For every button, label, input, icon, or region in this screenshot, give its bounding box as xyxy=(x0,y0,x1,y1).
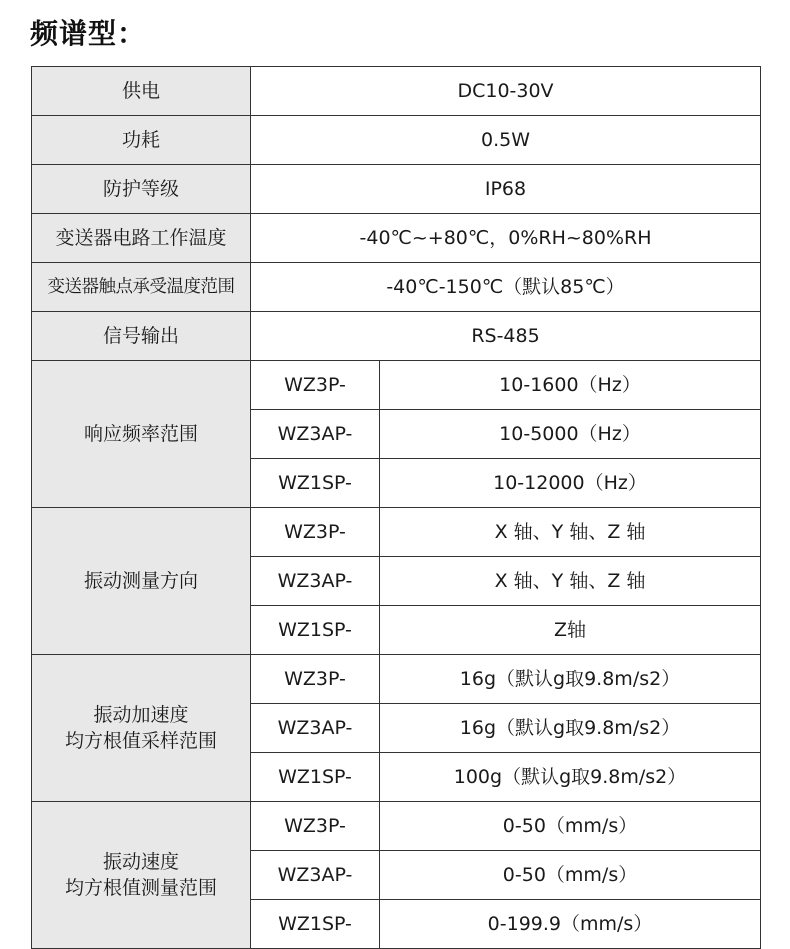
table-row xyxy=(32,263,761,312)
spec-table xyxy=(31,66,761,949)
model-cell: WZ1SP- xyxy=(251,459,380,508)
page-title: 频谱型： xyxy=(30,17,147,50)
model-cell: WZ3P- xyxy=(251,655,380,704)
model-cell: WZ3P- xyxy=(251,508,380,557)
model-cell: WZ3P- xyxy=(251,802,380,851)
model-cell: WZ3AP- xyxy=(251,557,380,606)
velocity-label xyxy=(32,802,251,949)
transmitter-temp-label: 变送器电路工作温度 xyxy=(32,214,251,263)
table-row xyxy=(32,165,761,214)
value-cell: 0-50（mm/s） xyxy=(380,851,761,900)
table-row xyxy=(32,67,761,116)
table-row xyxy=(32,655,761,704)
accel-label-line2: 均方根值采样范围 xyxy=(64,730,217,752)
power-label: 供电 xyxy=(32,67,251,116)
signal-value: RS-485 xyxy=(251,312,761,361)
table-row xyxy=(32,214,761,263)
table-row xyxy=(32,802,761,851)
contact-temp-value: -40℃-150℃（默认85℃） xyxy=(251,263,761,312)
consumption-label: 功耗 xyxy=(32,116,251,165)
value-cell: 100g（默认g取9.8m/s2） xyxy=(380,753,761,802)
velocity-label-line2: 均方根值测量范围 xyxy=(64,877,217,899)
model-cell: WZ1SP- xyxy=(251,753,380,802)
contact-temp-label: 变送器触点承受温度范围 xyxy=(32,263,251,312)
table-row xyxy=(32,508,761,557)
value-cell: 10-5000（Hz） xyxy=(380,410,761,459)
model-cell: WZ1SP- xyxy=(251,900,380,949)
velocity-label-line1: 振动速度 xyxy=(102,851,179,873)
power-value: DC10-30V xyxy=(251,67,761,116)
value-cell: X 轴、Y 轴、Z 轴 xyxy=(380,508,761,557)
value-cell: 16g（默认g取9.8m/s2） xyxy=(380,655,761,704)
accel-label-line1: 振动加速度 xyxy=(93,704,189,726)
value-cell: Z轴 xyxy=(380,606,761,655)
table-row xyxy=(32,312,761,361)
model-cell: WZ3AP- xyxy=(251,851,380,900)
value-cell: 0-199.9（mm/s） xyxy=(380,900,761,949)
table-row xyxy=(32,361,761,410)
protection-value: IP68 xyxy=(251,165,761,214)
table-row xyxy=(32,116,761,165)
model-cell: WZ3AP- xyxy=(251,410,380,459)
model-cell: WZ3AP- xyxy=(251,704,380,753)
direction-label: 振动测量方向 xyxy=(32,508,251,655)
model-cell: WZ1SP- xyxy=(251,606,380,655)
value-cell: 10-12000（Hz） xyxy=(380,459,761,508)
consumption-value: 0.5W xyxy=(251,116,761,165)
transmitter-temp-value: -40℃~+80℃，0%RH~80%RH xyxy=(251,214,761,263)
freq-label: 响应频率范围 xyxy=(32,361,251,508)
value-cell: 16g（默认g取9.8m/s2） xyxy=(380,704,761,753)
protection-label: 防护等级 xyxy=(32,165,251,214)
accel-label xyxy=(32,655,251,802)
value-cell: 10-1600（Hz） xyxy=(380,361,761,410)
value-cell: 0-50（mm/s） xyxy=(380,802,761,851)
model-cell: WZ3P- xyxy=(251,361,380,410)
signal-label: 信号输出 xyxy=(32,312,251,361)
value-cell: X 轴、Y 轴、Z 轴 xyxy=(380,557,761,606)
